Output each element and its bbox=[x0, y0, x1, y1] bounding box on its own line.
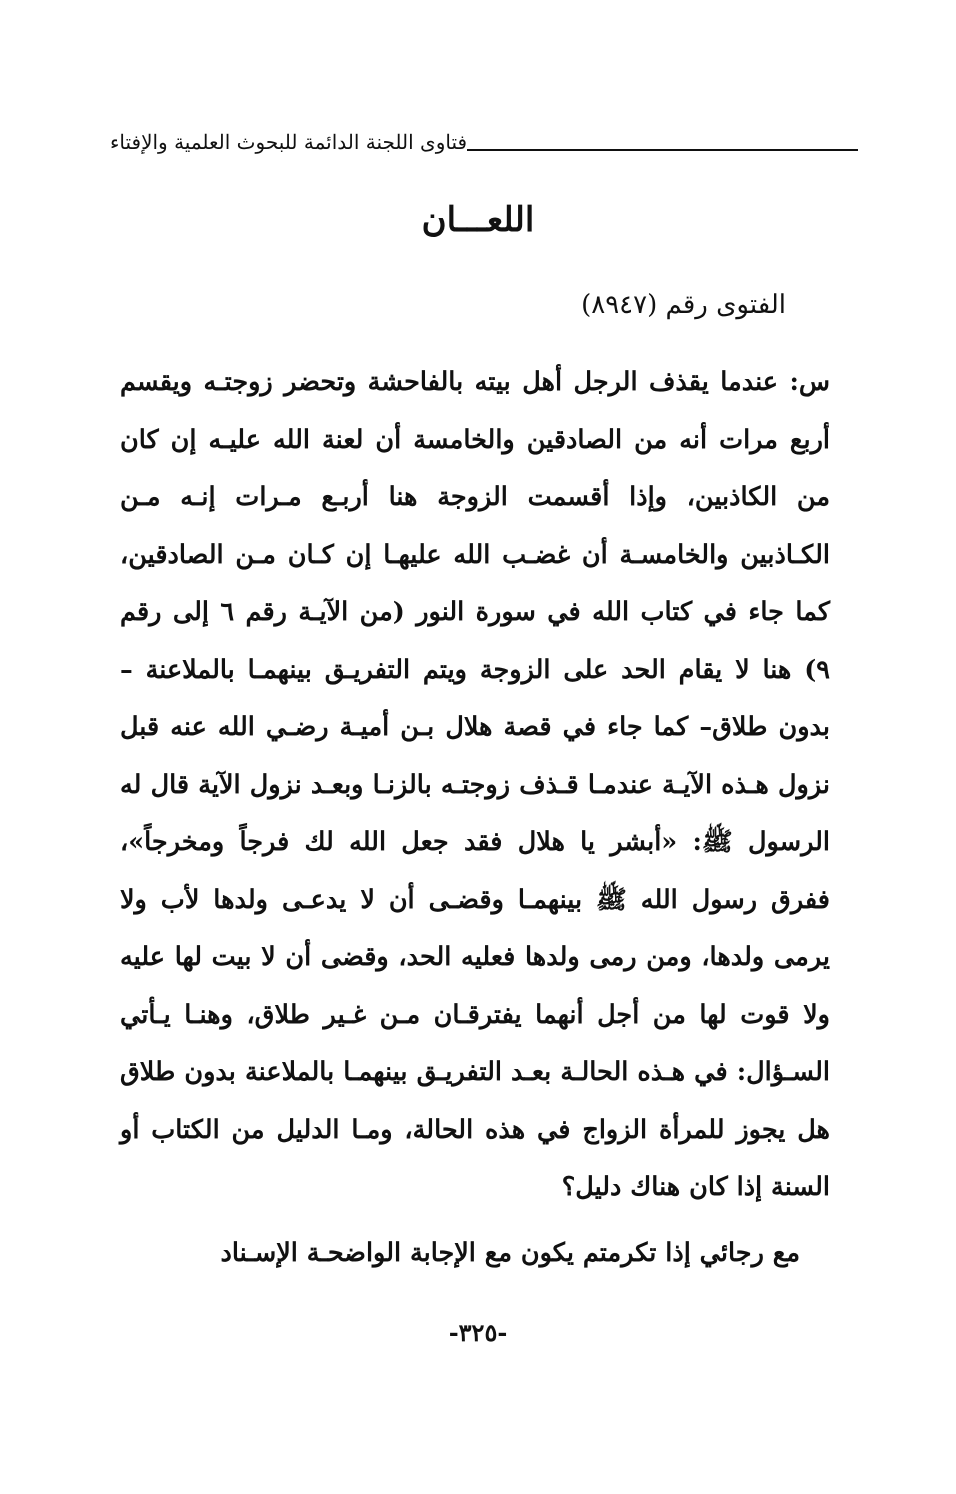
section-title: اللعـــان bbox=[421, 200, 535, 240]
header-rule bbox=[467, 149, 858, 151]
fatwa-number: الفتوى رقم (٨٩٤٧) bbox=[581, 290, 786, 320]
question-paragraph: س: عندما يقذف الرجل أهل بيته بالفاحشة وتحضر زوجتـه ويقسم أربع مرات أنه من الصادقين والخامسة أن لعنة الله عليـه إن كان من الكاذبين، وإذا أقسمت الزوجة هنا أربـع مـرات إنـه مـن الكـاذبين والخامسـة أن غضـب الله عليهـا إن كـان مـن الصادقين، كما جاء في كتاب الله في سورة النور (من الآيـة رقم ٦ إلى رقم ٩) هنا لا يقام الحد على الزوجة ويتم التفريـق بينهمـا بالملاعنة –بدون طلاق– كما جاء في قصة هلال بـن أميـة رضـي الله عنه قبل نزول هـذه الآيـة عندمـا قـذف زوجتـه بالزنـا وبعـد نزول الآية قال له الرسول ﷺ: «أبشر يا هلال فقد جعل الله لك فرجاً ومخرجاً»، ففرق رسول الله ﷺ بينهمـا وقضـى أن لا يدعـى ولدها لأب ولا يرمى ولدها، ومن رمى ولدها فعليه الحد، وقضى أن لا بيت لها عليه ولا قوت لها من أجل أنهما يفترقـان مـن غـير طلاق، وهنـا يـأتي السـؤال: في هـذه الحالـة بعـد التفريـق بينهمـا بالملاعنة بدون طلاق هل يجوز للمرأة الزواج في هذه الحالة، ومـا الدليل من الكتاب أو السنة إذا كان هناك دليل؟ bbox=[120, 367, 830, 1202]
body-text bbox=[120, 354, 830, 1282]
running-header bbox=[110, 118, 870, 158]
page-number: -٣٢٥- bbox=[448, 1318, 508, 1347]
header-title: فتاوى اللجنة الدائمة للبحوث العلمية والإفتاء bbox=[110, 130, 468, 154]
request-paragraph: مع رجائي إذا تكرمتم يكون مع الإجابة الواضحـة الإسـناد bbox=[220, 1237, 800, 1268]
